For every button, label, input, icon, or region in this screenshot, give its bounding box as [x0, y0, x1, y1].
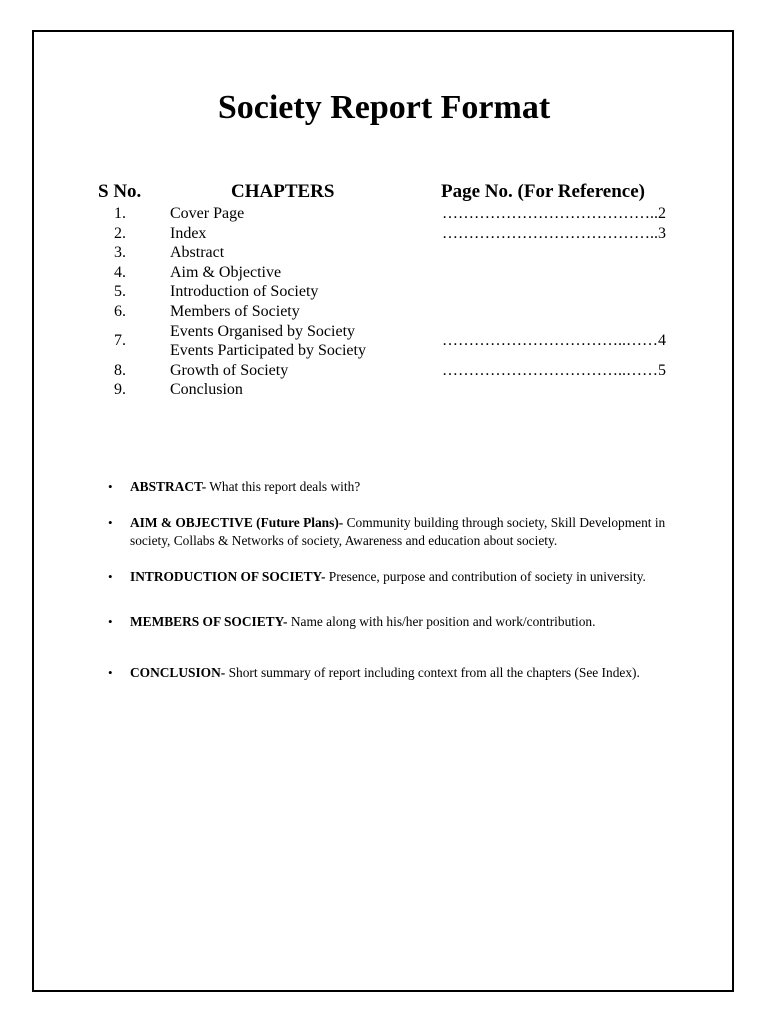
toc-row-number: 9. — [114, 381, 126, 399]
section-description-item — [108, 613, 688, 631]
toc-header-sno: S No. — [98, 181, 142, 202]
section-description-item — [108, 664, 688, 682]
bullet-icon: • — [108, 614, 113, 629]
toc-row-title: Abstract — [170, 244, 225, 262]
toc-header-chapters: CHAPTERS — [231, 181, 335, 202]
section-descriptions — [108, 478, 688, 682]
section-description-item — [108, 568, 688, 586]
toc-row-number: 4. — [114, 263, 126, 281]
toc-row — [0, 282, 768, 302]
toc-row — [0, 204, 768, 224]
bullet-icon: • — [108, 665, 113, 680]
bullet-icon: • — [108, 479, 113, 494]
toc-row — [0, 380, 768, 400]
toc-row-page: ……………………………..……5 — [442, 361, 666, 379]
toc-row — [0, 224, 768, 244]
toc-row — [0, 263, 768, 283]
toc-row-number: 6. — [114, 303, 126, 320]
section-label: INTRODUCTION OF SOCIETY- — [130, 569, 326, 584]
section-label: ABSTRACT- — [130, 479, 207, 494]
section-text: Short summary of report including context from all the chapters (See Index). — [225, 665, 640, 680]
toc-row-title: Introduction of Society — [170, 283, 319, 301]
toc-row — [0, 243, 768, 263]
section-label: AIM & OBJECTIVE (Future Plans)- — [130, 515, 344, 530]
toc-row-page: …………………………………..3 — [442, 224, 666, 242]
toc-row-title: Aim & Objective — [170, 263, 282, 281]
toc-row-title: Members of Society — [170, 303, 300, 320]
toc-row — [0, 302, 768, 322]
toc-row-title: Events Participated by Society — [170, 342, 366, 360]
bullet-icon: • — [108, 515, 113, 530]
toc-row-page: …………………………………..2 — [442, 205, 666, 222]
bullet-icon: • — [108, 569, 113, 584]
section-text: Presence, purpose and contribution of society in university. — [325, 569, 646, 584]
toc-row — [0, 361, 768, 381]
toc-header-page: Page No. (For Reference) — [441, 181, 645, 202]
section-label: MEMBERS OF SOCIETY- — [130, 614, 288, 629]
toc-row-number: 7. — [114, 332, 126, 350]
document-title: Society Report Format — [217, 89, 551, 126]
toc-row-number: 5. — [114, 283, 126, 301]
toc-row-title: Cover Page — [170, 205, 245, 222]
section-text: Name along with his/her position and work/contribution. — [287, 614, 596, 629]
section-text: What this report deals with? — [206, 479, 361, 494]
toc-row-title: Growth of Society — [170, 361, 289, 379]
section-description-item — [108, 478, 688, 496]
toc-row-page: ……………………………..……4 — [442, 332, 666, 350]
toc-row-number: 3. — [114, 244, 126, 262]
toc-row-title: Index — [170, 224, 207, 242]
section-label: CONCLUSION- — [130, 665, 226, 680]
toc-row-number: 1. — [114, 205, 126, 222]
toc-row-number: 2. — [114, 224, 126, 242]
toc-row — [0, 322, 768, 361]
section-text: Community building through society, Skill Development in society, Collabs & Networks of society, Awareness and education about society. — [130, 515, 666, 548]
toc-row-title: Conclusion — [170, 381, 243, 399]
toc-row-title: Events Organised by Society — [170, 322, 356, 340]
section-description-item — [108, 514, 688, 550]
toc-row-number: 8. — [114, 361, 126, 379]
